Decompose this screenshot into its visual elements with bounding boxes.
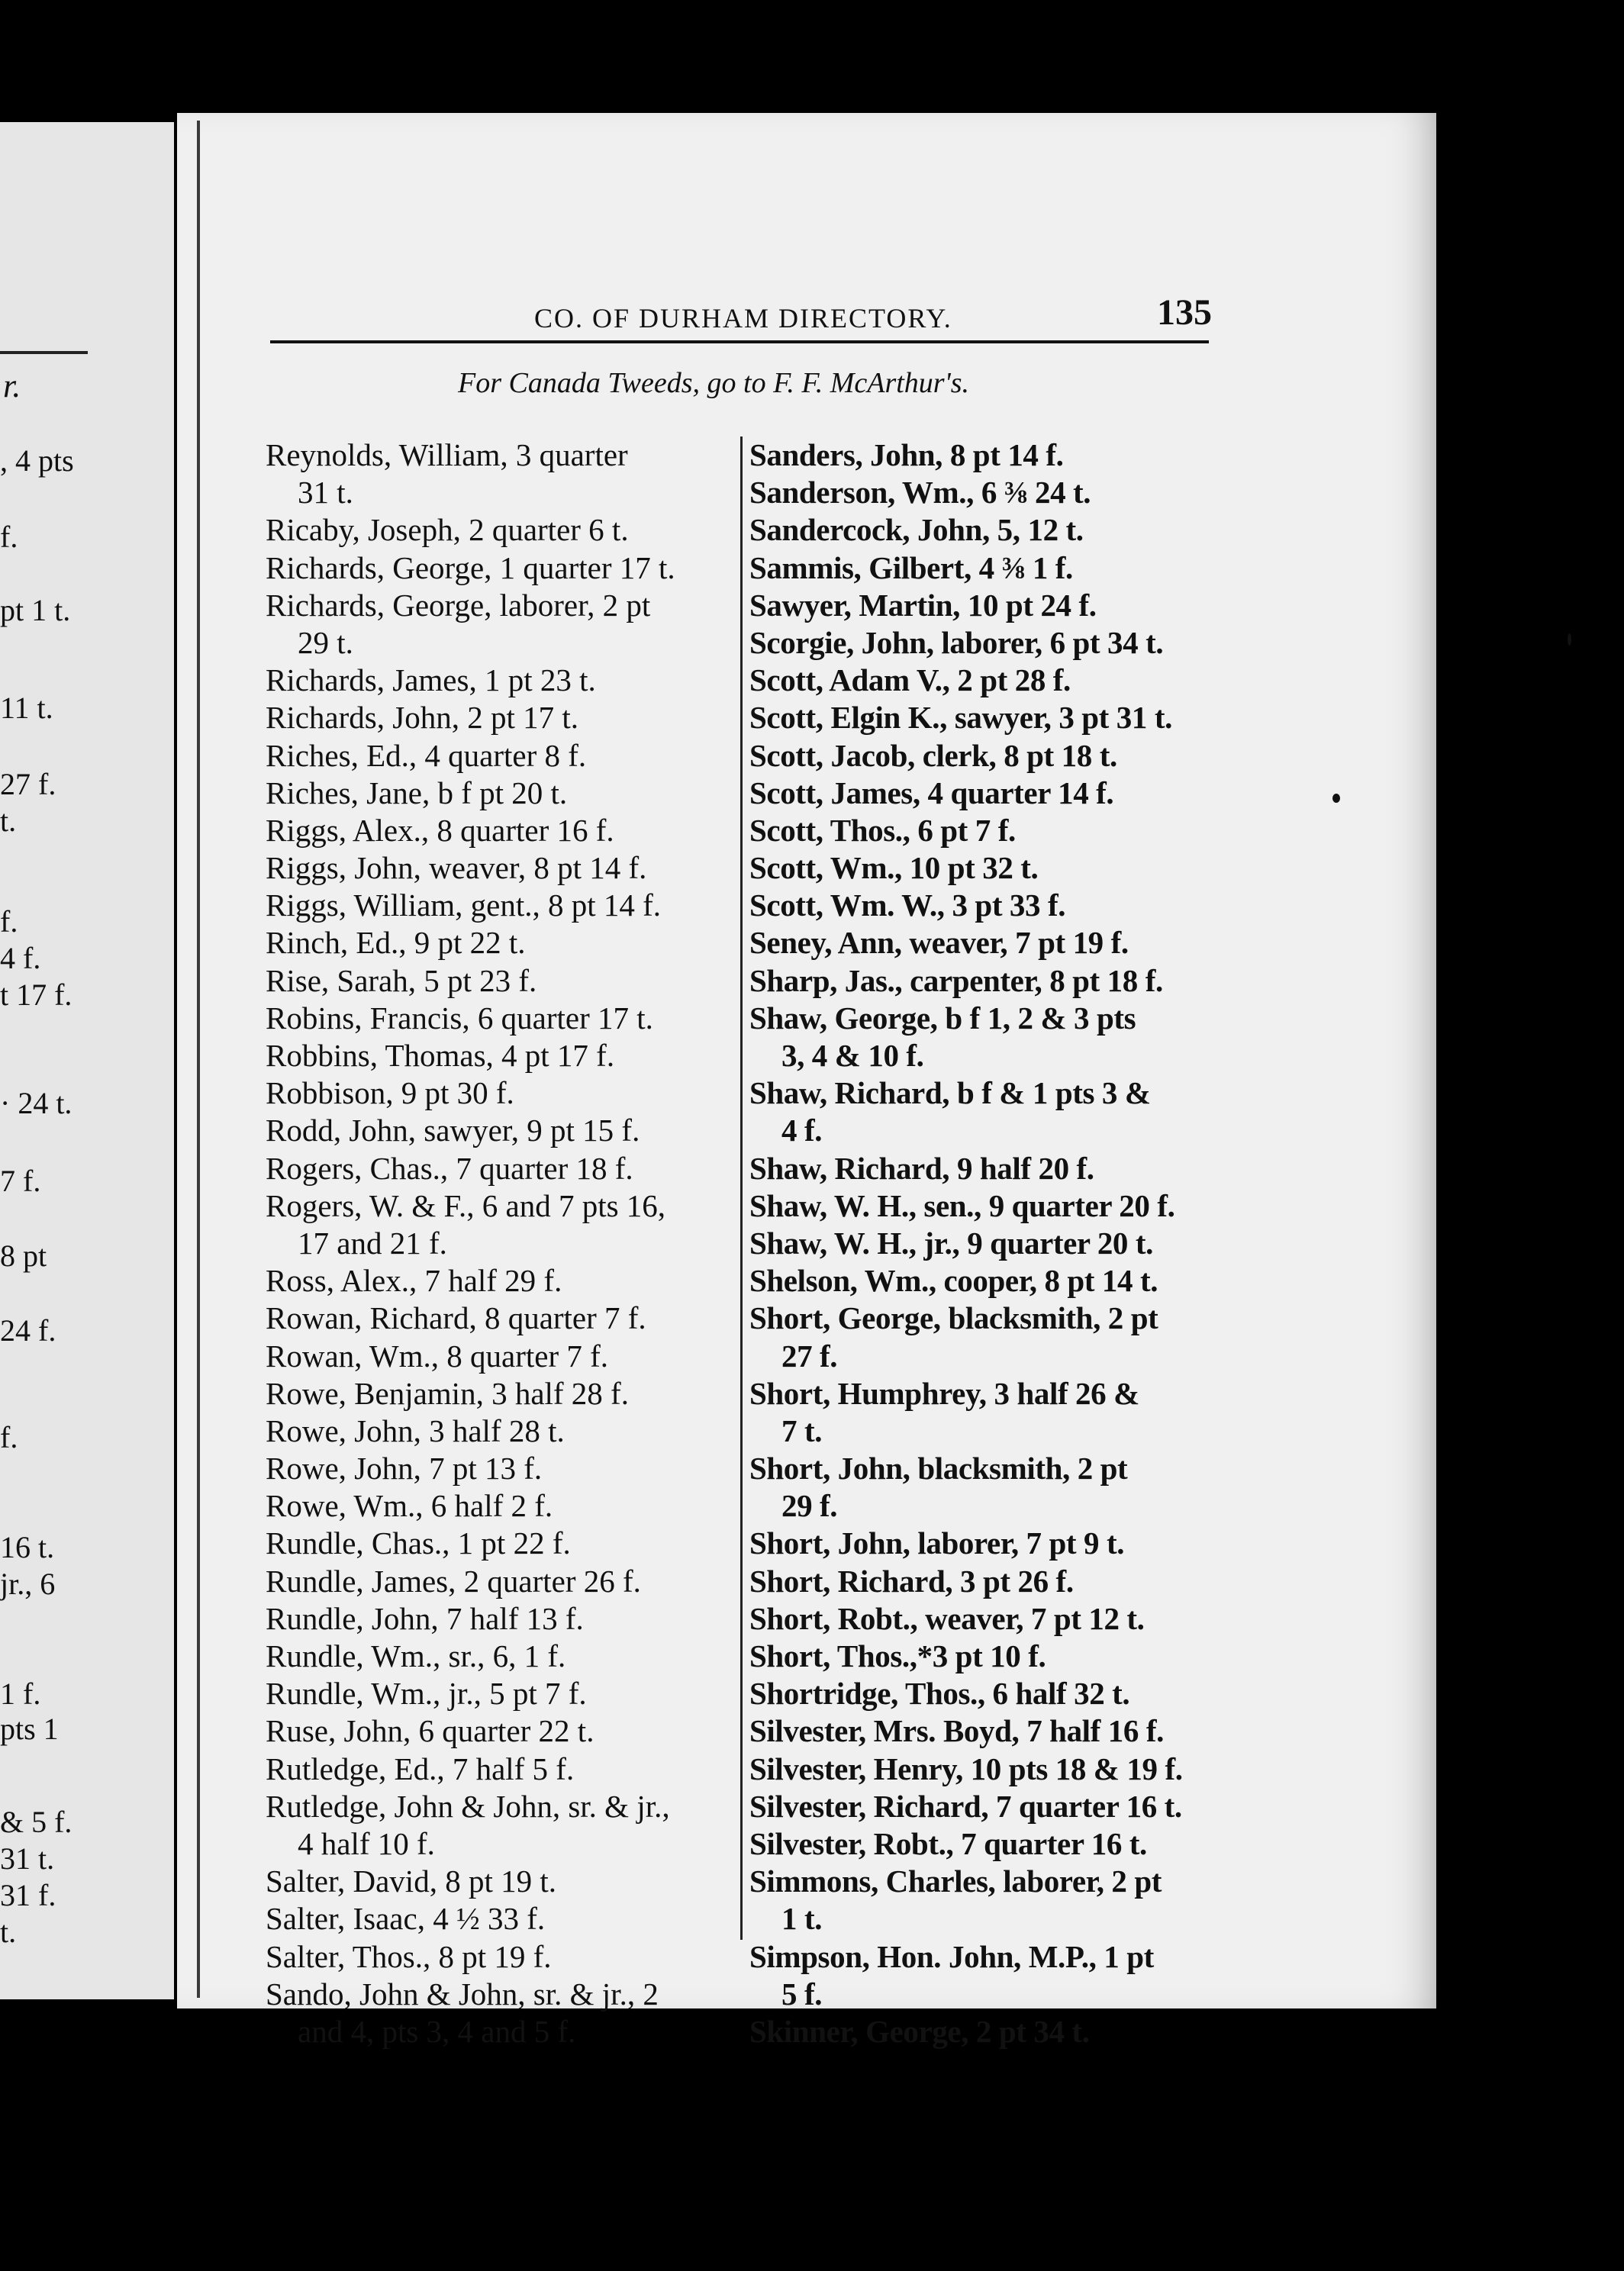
directory-entry: Richards, James, 1 pt 23 t.: [266, 662, 596, 698]
directory-entry: Riches, Jane, b f pt 20 t.: [266, 775, 568, 810]
directory-entry: Simmons, Charles, laborer, 2 pt: [749, 1864, 1162, 1899]
fragment-line: jr., 6: [0, 1567, 56, 1601]
directory-entry: Scott, Jacob, clerk, 8 pt 18 t.: [749, 737, 1117, 773]
directory-entry: Silvester, Richard, 7 quarter 16 t.: [749, 1788, 1182, 1824]
fragment-line: & 5 f.: [0, 1805, 72, 1839]
directory-entry: Rise, Sarah, 5 pt 23 f.: [266, 962, 537, 998]
directory-entry-continuation: 27 f.: [781, 1338, 838, 1374]
directory-entry: Sammis, Gilbert, 4 ⅜ 1 f.: [749, 549, 1073, 585]
directory-column-right: [749, 436, 1216, 2050]
directory-entry: Scott, Adam V., 2 pt 28 f.: [749, 662, 1071, 698]
fragment-line: f.: [0, 1420, 18, 1454]
directory-entry: Rowan, Wm., 8 quarter 7 f.: [266, 1338, 608, 1374]
directory-entry: Robins, Francis, 6 quarter 17 t.: [266, 1000, 653, 1036]
directory-entry: Short, Richard, 3 pt 26 f.: [749, 1563, 1074, 1599]
directory-entry-continuation: 29 t.: [298, 624, 353, 660]
directory-entry: Shaw, Richard, 9 half 20 f.: [749, 1150, 1094, 1186]
directory-entry: Riggs, Alex., 8 quarter 16 f.: [266, 812, 614, 848]
directory-entry: Shaw, W. H., jr., 9 quarter 20 t.: [749, 1225, 1153, 1261]
directory-entry-continuation: 4 f.: [781, 1113, 823, 1148]
directory-entry-continuation: 29 f.: [781, 1488, 838, 1524]
directory-entry: Short, Thos.,*3 pt 10 f.: [749, 1638, 1046, 1673]
fragment-line: pts 1: [0, 1712, 59, 1746]
directory-entry: Richards, John, 2 pt 17 t.: [266, 700, 578, 736]
fragment-line: pt 1 t.: [0, 593, 71, 627]
fragment-line: f.: [0, 904, 18, 939]
directory-entry: Rutledge, Ed., 7 half 5 f.: [266, 1751, 575, 1786]
directory-entry: Shelson, Wm., cooper, 8 pt 14 t.: [749, 1263, 1158, 1299]
directory-entry: Shaw, George, b f 1, 2 & 3 pts: [749, 1000, 1136, 1036]
directory-entry: Short, Humphrey, 3 half 26 &: [749, 1375, 1139, 1411]
directory-entry: Robbison, 9 pt 30 f.: [266, 1075, 514, 1111]
directory-entry: Richards, George, laborer, 2 pt: [266, 587, 651, 623]
directory-entry-continuation: 17 and 21 f.: [298, 1225, 447, 1261]
directory-entry: Sharp, Jas., carpenter, 8 pt 18 f.: [749, 962, 1163, 998]
fragment-line: 16 t.: [0, 1530, 55, 1564]
directory-entry: Short, George, blacksmith, 2 pt: [749, 1300, 1158, 1336]
directory-entry: Salter, David, 8 pt 19 t.: [266, 1864, 556, 1899]
previous-page-fragment: [0, 122, 174, 1999]
directory-entry: Short, John, blacksmith, 2 pt: [749, 1451, 1128, 1487]
directory-entry: Salter, Isaac, 4 ½ 33 f.: [266, 1901, 546, 1937]
directory-entry: Shortridge, Thos., 6 half 32 t.: [749, 1676, 1130, 1712]
directory-entry: Short, John, laborer, 7 pt 9 t.: [749, 1525, 1125, 1561]
directory-entry: Rogers, Chas., 7 quarter 18 f.: [266, 1150, 633, 1186]
advertisement-line: For Canada Tweeds, go to F. F. McArthur's.: [458, 367, 969, 399]
directory-entry: Scott, Thos., 6 pt 7 f.: [749, 812, 1016, 848]
directory-entry: Rundle, Wm., jr., 5 pt 7 f.: [266, 1676, 587, 1712]
directory-entry: Rowe, John, 3 half 28 t.: [266, 1413, 565, 1448]
directory-entry: Rundle, Wm., sr., 6, 1 f.: [266, 1638, 566, 1673]
directory-entry: Sanderson, Wm., 6 ⅜ 24 t.: [749, 475, 1091, 511]
ink-speck: [1568, 633, 1571, 646]
page-gutter-edge: [197, 121, 200, 1998]
fragment-line: · 24 t.: [0, 1086, 72, 1120]
fragment-line: 8 pt: [0, 1239, 47, 1273]
directory-entry: Rutledge, John & John, sr. & jr.,: [266, 1788, 670, 1824]
directory-entry: Short, Robt., weaver, 7 pt 12 t.: [749, 1600, 1145, 1636]
directory-entry: Riggs, William, gent., 8 pt 14 f.: [266, 887, 662, 923]
directory-entry: Simpson, Hon. John, M.P., 1 pt: [749, 1938, 1154, 1974]
directory-entry: Scott, Wm. W., 3 pt 33 f.: [749, 887, 1066, 923]
directory-entry: Scott, Wm., 10 pt 32 t.: [749, 850, 1039, 886]
running-header: CO. OF DURHAM DIRECTORY.: [534, 303, 952, 333]
directory-entry: Rowan, Richard, 8 quarter 7 f.: [266, 1300, 646, 1336]
directory-entry: Robbins, Thomas, 4 pt 17 f.: [266, 1038, 615, 1073]
directory-entry-continuation: 4 half 10 f.: [298, 1825, 435, 1861]
directory-entry: Rowe, Wm., 6 half 2 f.: [266, 1488, 553, 1524]
directory-entry: Rogers, W. & F., 6 and 7 pts 16,: [266, 1187, 666, 1223]
fragment-line: 1 f.: [0, 1677, 41, 1711]
directory-entry: Ricaby, Joseph, 2 quarter 6 t.: [266, 512, 629, 548]
directory-entry: Silvester, Robt., 7 quarter 16 t.: [749, 1825, 1147, 1861]
fragment-line: t.: [0, 1915, 17, 1949]
directory-entry-continuation: 3, 4 & 10 f.: [781, 1038, 924, 1073]
directory-entry: Seney, Ann, weaver, 7 pt 19 f.: [749, 925, 1129, 961]
directory-entry: Salter, Thos., 8 pt 19 f.: [266, 1938, 552, 1974]
directory-entry: Scorgie, John, laborer, 6 pt 34 t.: [749, 624, 1164, 660]
fragment-line: t 17 f.: [0, 978, 72, 1012]
ink-speck: [1332, 794, 1340, 803]
directory-entry: Reynolds, William, 3 quarter: [266, 437, 628, 472]
directory-entry: Scott, James, 4 quarter 14 f.: [749, 775, 1114, 810]
fragment-line: 31 t.: [0, 1841, 55, 1876]
fragment-line: 7 f.: [0, 1164, 41, 1198]
directory-entry: Skinner, George, 2 pt 34 t.: [749, 2013, 1090, 2049]
directory-entry: Rowe, Benjamin, 3 half 28 f.: [266, 1375, 629, 1411]
directory-entry: Rundle, James, 2 quarter 26 f.: [266, 1563, 641, 1599]
directory-entry: Silvester, Mrs. Boyd, 7 half 16 f.: [749, 1713, 1164, 1749]
directory-entry-continuation: and 4, pts 3, 4 and 5 f.: [298, 2013, 576, 2049]
column-divider: [740, 436, 743, 1940]
fragment-line: 24 f.: [0, 1313, 56, 1348]
directory-entry-continuation: 5 f.: [781, 1976, 823, 2012]
directory-entry: Riches, Ed., 4 quarter 8 f.: [266, 737, 587, 773]
directory-entry: Shaw, Richard, b f & 1 pts 3 &: [749, 1075, 1151, 1111]
directory-entry: Sando, John & John, sr. & jr., 2: [266, 1976, 659, 2012]
page-number: 135: [1157, 292, 1212, 333]
header-rule: [270, 340, 1209, 343]
directory-entry: Scott, Elgin K., sawyer, 3 pt 31 t.: [749, 700, 1172, 736]
directory-entry: Rundle, Chas., 1 pt 22 f.: [266, 1525, 571, 1561]
fragment-line: t.: [0, 804, 17, 838]
fragment-line: , 4 pts: [0, 443, 74, 478]
directory-entry-continuation: 31 t.: [298, 475, 353, 511]
directory-entry: Riggs, John, weaver, 8 pt 14 f.: [266, 850, 647, 886]
directory-entry-continuation: 7 t.: [781, 1413, 823, 1448]
directory-entry: Sandercock, John, 5, 12 t.: [749, 512, 1084, 548]
fragment-line: 31 f.: [0, 1878, 56, 1912]
directory-entry: Rundle, John, 7 half 13 f.: [266, 1600, 584, 1636]
directory-entry: Shaw, W. H., sen., 9 quarter 20 f.: [749, 1187, 1175, 1223]
directory-entry: Rodd, John, sawyer, 9 pt 15 f.: [266, 1113, 640, 1148]
directory-entry-continuation: 1 t.: [781, 1901, 823, 1937]
previous-page-header-fragment: r.: [3, 367, 21, 404]
directory-entry: Sanders, John, 8 pt 14 f.: [749, 437, 1064, 472]
fragment-line: 11 t.: [0, 691, 53, 725]
directory-entry: Ruse, John, 6 quarter 22 t.: [266, 1713, 594, 1749]
directory-entry: Richards, George, 1 quarter 17 t.: [266, 549, 675, 585]
directory-entry: Rowe, John, 7 pt 13 f.: [266, 1451, 543, 1487]
fragment-line: f.: [0, 520, 18, 554]
directory-entry: Ross, Alex., 7 half 29 f.: [266, 1263, 562, 1299]
directory-column-left: [266, 436, 728, 2050]
directory-entry: Silvester, Henry, 10 pts 18 & 19 f.: [749, 1751, 1183, 1786]
directory-entry: Sawyer, Martin, 10 pt 24 f.: [749, 587, 1097, 623]
directory-entry: Rinch, Ed., 9 pt 22 t.: [266, 925, 526, 961]
fragment-line: 4 f.: [0, 941, 41, 975]
fragment-line: 27 f.: [0, 767, 56, 801]
previous-page-header-rule: [0, 351, 88, 354]
